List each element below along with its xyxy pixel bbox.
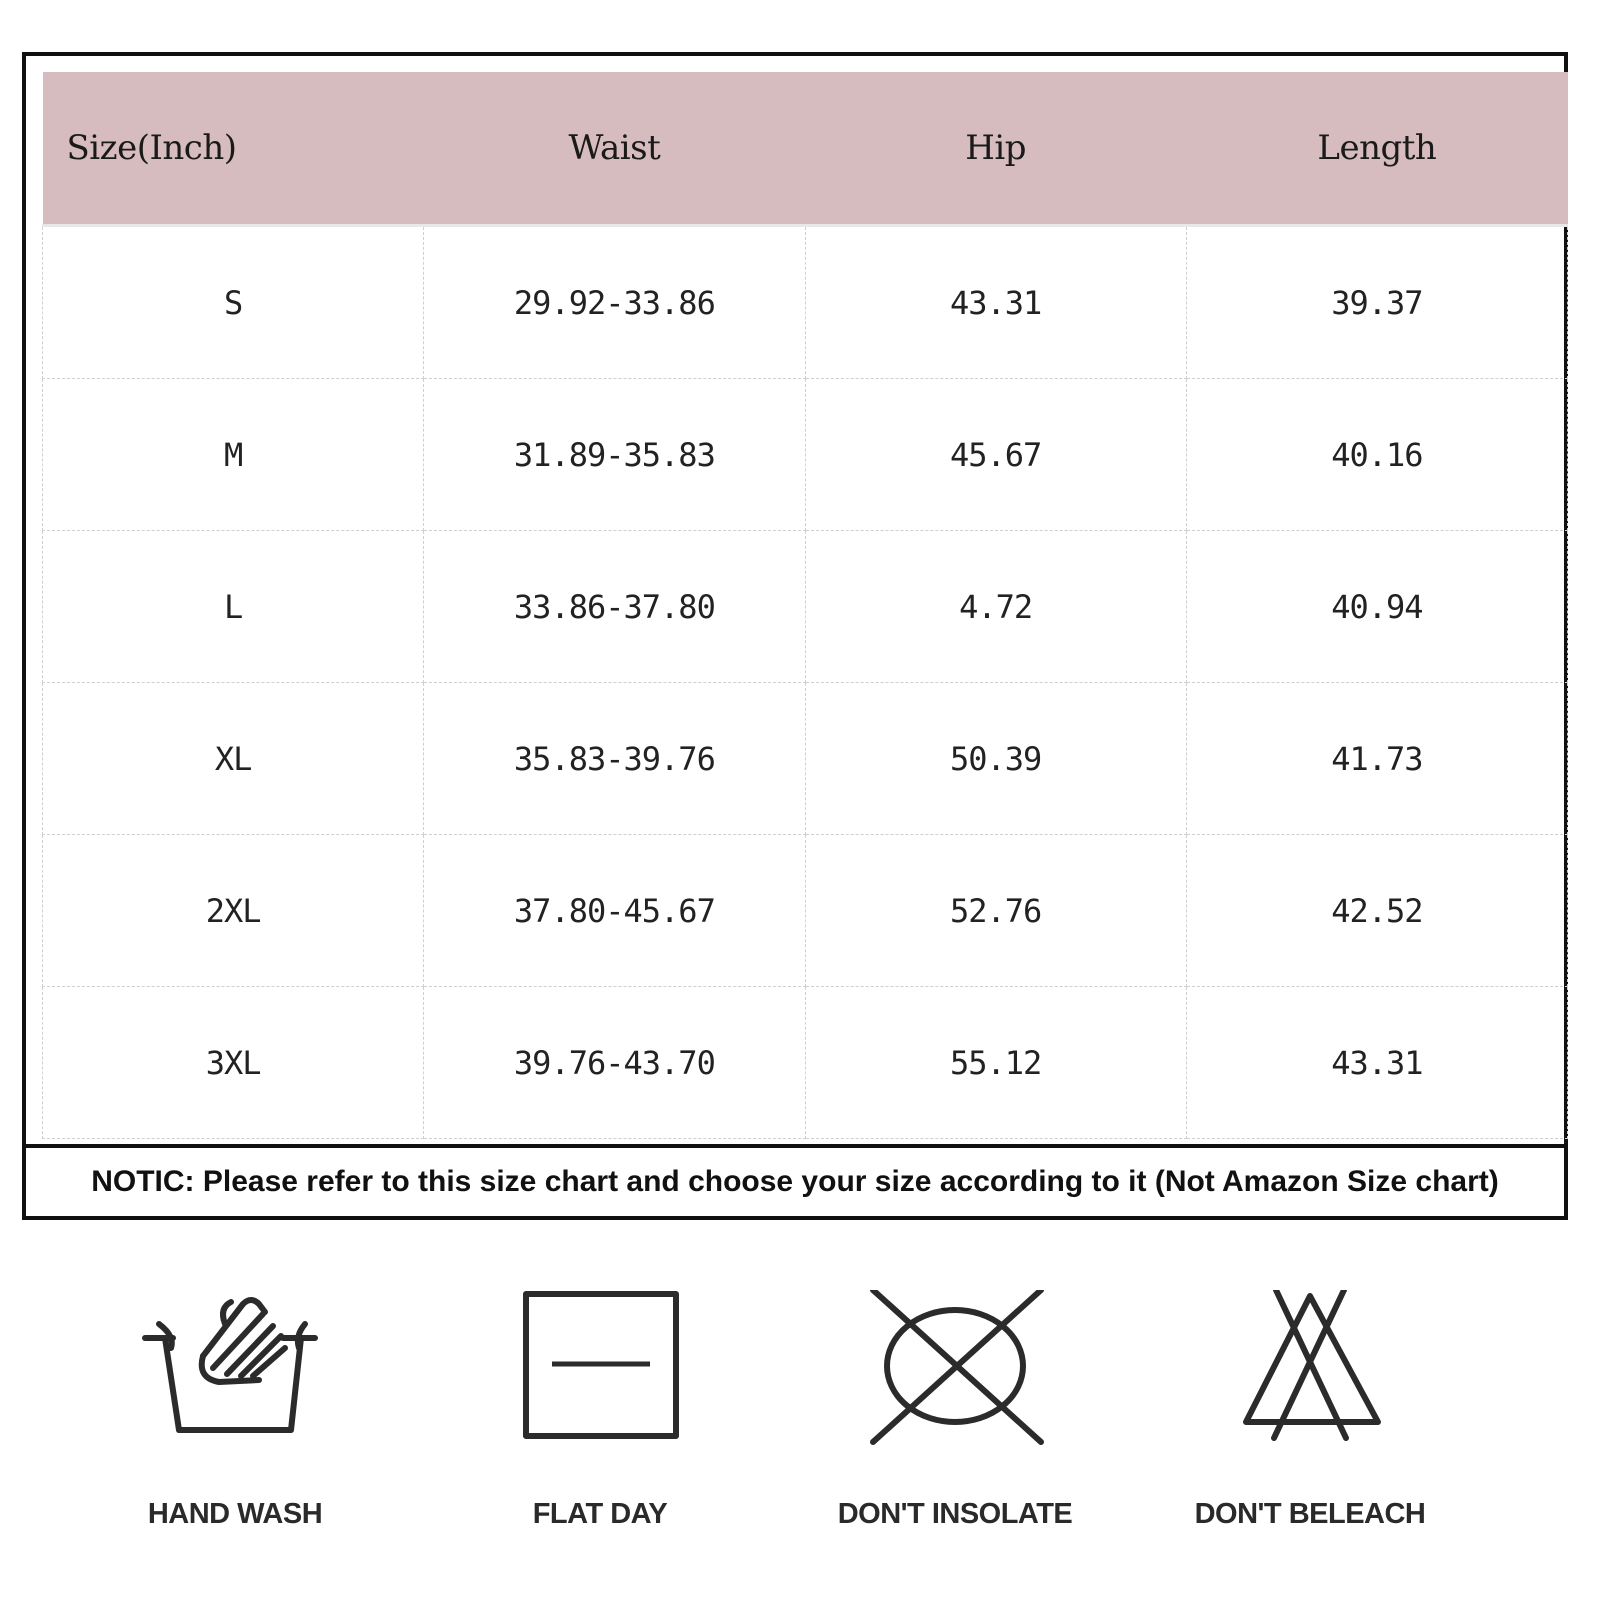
header-size: Size(Inch) xyxy=(43,72,424,226)
do-not-bleach-icon xyxy=(1210,1290,1410,1460)
length-cell: 43.31 xyxy=(1186,987,1567,1139)
size-cell: 3XL xyxy=(43,987,424,1139)
waist-cell: 35.83-39.76 xyxy=(424,683,805,835)
care-item-hand-wash xyxy=(85,1290,385,1590)
table-row xyxy=(43,379,1568,531)
table-row xyxy=(43,835,1568,987)
header-waist: Waist xyxy=(424,72,805,226)
length-cell: 40.94 xyxy=(1186,531,1567,683)
length-cell: 42.52 xyxy=(1186,835,1567,987)
hip-cell: 43.31 xyxy=(805,226,1186,379)
size-cell: M xyxy=(43,379,424,531)
care-item-dont-bleach xyxy=(1160,1290,1460,1590)
length-cell: 39.37 xyxy=(1186,226,1567,379)
size-notice: NOTIC: Please refer to this size chart and choose your size according to it (Not Amazon Size chart) xyxy=(26,1144,1564,1216)
care-label: HAND WASH xyxy=(147,1498,323,1530)
hip-cell: 50.39 xyxy=(805,683,1186,835)
care-label: DON'T INSOLATE xyxy=(837,1498,1073,1530)
header-length: Length xyxy=(1186,72,1567,226)
care-instructions xyxy=(0,1290,1600,1590)
size-cell: S xyxy=(43,226,424,379)
care-label: FLAT DAY xyxy=(532,1498,668,1530)
care-label: DON'T BELEACH xyxy=(1194,1498,1426,1530)
size-cell: XL xyxy=(43,683,424,835)
care-item-dont-insolate xyxy=(805,1290,1105,1590)
waist-cell: 37.80-45.67 xyxy=(424,835,805,987)
waist-cell: 39.76-43.70 xyxy=(424,987,805,1139)
hip-cell: 45.67 xyxy=(805,379,1186,531)
hip-cell: 52.76 xyxy=(805,835,1186,987)
table-row xyxy=(43,531,1568,683)
waist-cell: 31.89-35.83 xyxy=(424,379,805,531)
hand-wash-icon xyxy=(135,1290,335,1460)
length-cell: 41.73 xyxy=(1186,683,1567,835)
hip-cell: 4.72 xyxy=(805,531,1186,683)
table-header-row xyxy=(43,72,1568,226)
do-not-tumble-dry-icon xyxy=(855,1290,1055,1460)
size-table xyxy=(42,72,1568,1139)
hip-cell: 55.12 xyxy=(805,987,1186,1139)
size-cell: 2XL xyxy=(43,835,424,987)
waist-cell: 29.92-33.86 xyxy=(424,226,805,379)
waist-cell: 33.86-37.80 xyxy=(424,531,805,683)
care-item-flat-dry xyxy=(450,1290,750,1590)
table-row xyxy=(43,683,1568,835)
table-row xyxy=(43,987,1568,1139)
size-chart xyxy=(22,52,1568,1220)
header-hip: Hip xyxy=(805,72,1186,226)
flat-dry-icon xyxy=(500,1290,700,1460)
length-cell: 40.16 xyxy=(1186,379,1567,531)
size-cell: L xyxy=(43,531,424,683)
table-row xyxy=(43,226,1568,379)
